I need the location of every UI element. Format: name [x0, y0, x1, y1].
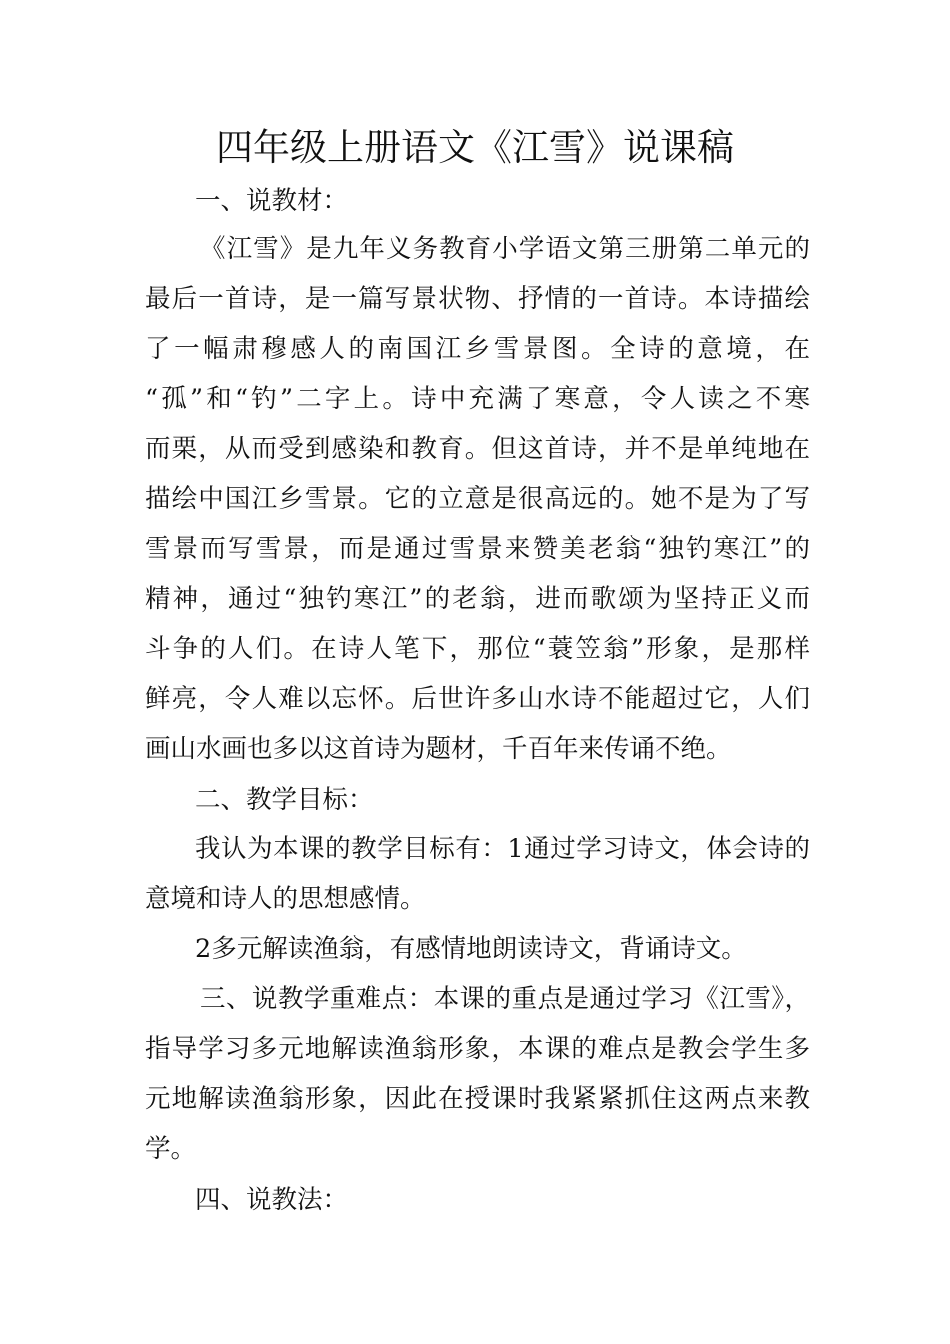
paragraph-line: 而栗，从而受到感染和教育。但这首诗，并不是单纯地在	[145, 434, 810, 464]
paragraph-line: 最后一首诗，是一篇写景状物、抒情的一首诗。本诗描绘	[145, 284, 810, 314]
paragraph-line: 《江雪》是九年义务教育小学语文第三册第二单元的	[200, 234, 810, 264]
paragraph-line: 意境和诗人的思想感情。	[145, 884, 426, 914]
paragraph-line: 描绘中国江乡雪景。它的立意是很高远的。她不是为了写	[145, 484, 810, 514]
paragraph-line: 精神，通过“独钓寒江”的老翁，进而歌颂为坚持正义而	[145, 584, 810, 614]
paragraph-line: 了一幅肃穆感人的南国江乡雪景图。全诗的意境，在	[145, 334, 810, 364]
section-heading-2: 二、教学目标：	[195, 785, 374, 815]
paragraph-line: 学。	[145, 1134, 197, 1164]
document-title: 四年级上册语文《江雪》说课稿	[216, 126, 734, 169]
paragraph-line: 2多元解读渔翁，有感情地朗读诗文，背诵诗文。	[195, 934, 747, 964]
paragraph-line: “孤”和“钓”二字上。诗中充满了寒意，令人读之不寒	[145, 384, 810, 414]
paragraph-line: 我认为本课的教学目标有：1通过学习诗文，体会诗的	[195, 834, 810, 864]
paragraph-line: 斗争的人们。在诗人笔下，那位“蓑笠翁”形象，是那样	[145, 634, 810, 664]
section-heading-3: 三、说教学重难点：本课的重点是通过学习《江雪》，	[200, 984, 810, 1014]
paragraph-line: 画山水画也多以这首诗为题材，千百年来传诵不绝。	[145, 734, 732, 764]
section-heading-1: 一、说教材：	[195, 186, 349, 216]
paragraph-line: 指导学习多元地解读渔翁形象，本课的难点是教会学生多	[145, 1034, 810, 1064]
paragraph-line: 元地解读渔翁形象，因此在授课时我紧紧抓住这两点来教	[145, 1084, 810, 1114]
section-heading-4: 四、说教法：	[195, 1185, 349, 1215]
paragraph-line: 雪景而写雪景，而是通过雪景来赞美老翁“独钓寒江”的	[145, 534, 810, 564]
paragraph-line: 鲜亮，令人难以忘怀。后世许多山水诗不能超过它，人们	[145, 684, 810, 714]
